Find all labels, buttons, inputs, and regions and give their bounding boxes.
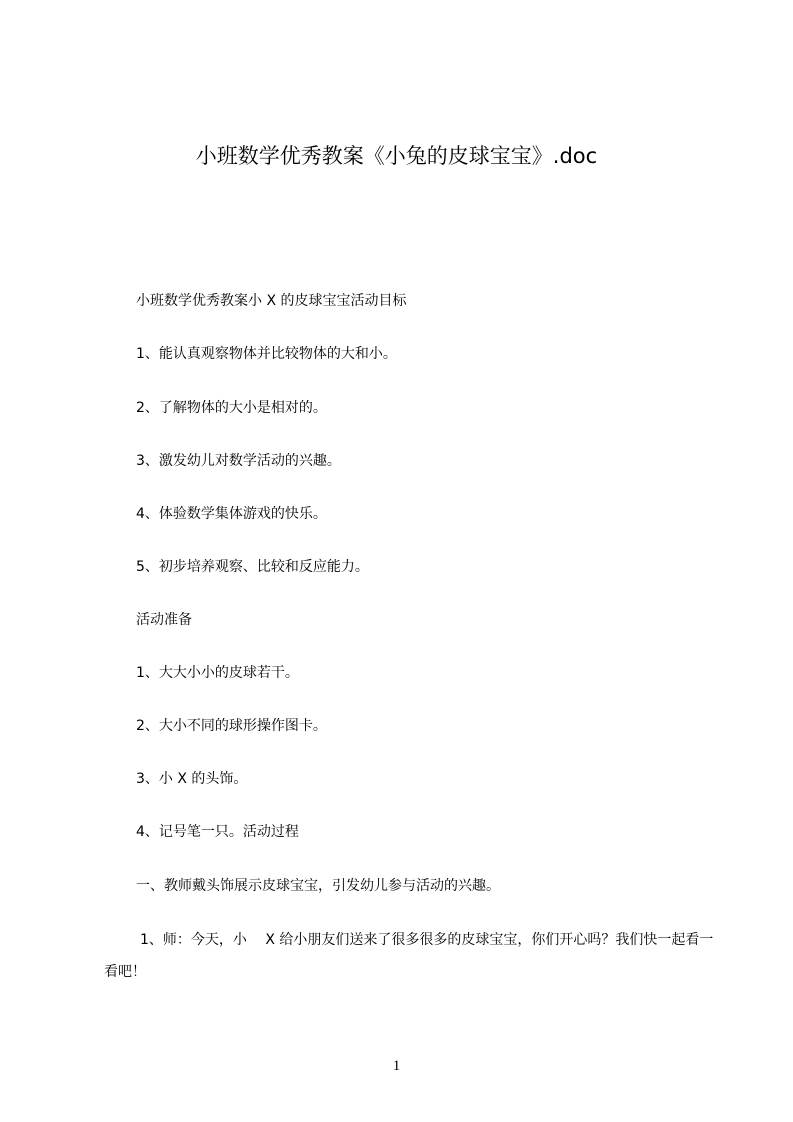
paragraph-objective-1: 1、能认真观察物体并比较物体的大和小。: [136, 346, 397, 362]
paragraph-objectives-heading: 小班数学优秀教案小 X 的皮球宝宝活动目标: [136, 293, 407, 309]
document-title: 小班数学优秀教案《小兔的皮球宝宝》.doc: [195, 144, 598, 168]
paragraph-objective-5: 5、初步培养观察、比较和反应能力。: [136, 559, 369, 575]
paragraph-preparation-2: 2、大小不同的球形操作图卡。: [136, 718, 327, 734]
paragraph-preparation-heading: 活动准备: [136, 612, 192, 628]
paragraph-objective-3: 3、激发幼儿对数学活动的兴趣。: [136, 453, 341, 469]
page-number: 1: [392, 1058, 401, 1074]
paragraph-objective-4: 4、体验数学集体游戏的快乐。: [136, 506, 327, 522]
paragraph-preparation-1: 1、大大小小的皮球若干。: [136, 665, 299, 681]
paragraph-preparation-3: 3、小 X 的头饰。: [136, 771, 248, 787]
paragraph-preparation-4: 4、记号笔一只。活动过程: [136, 824, 299, 840]
paragraph-process-1: 一、教师戴头饰展示皮球宝宝，引发幼儿参与活动的兴趣。: [136, 878, 500, 894]
paragraph-process-1-1: 1、师：今天，小 X 给小朋友们送来了很多很多的皮球宝宝，你们开心吗？我们快一起看一看吧！: [104, 932, 714, 980]
paragraph-objective-2: 2、了解物体的大小是相对的。: [136, 400, 327, 416]
